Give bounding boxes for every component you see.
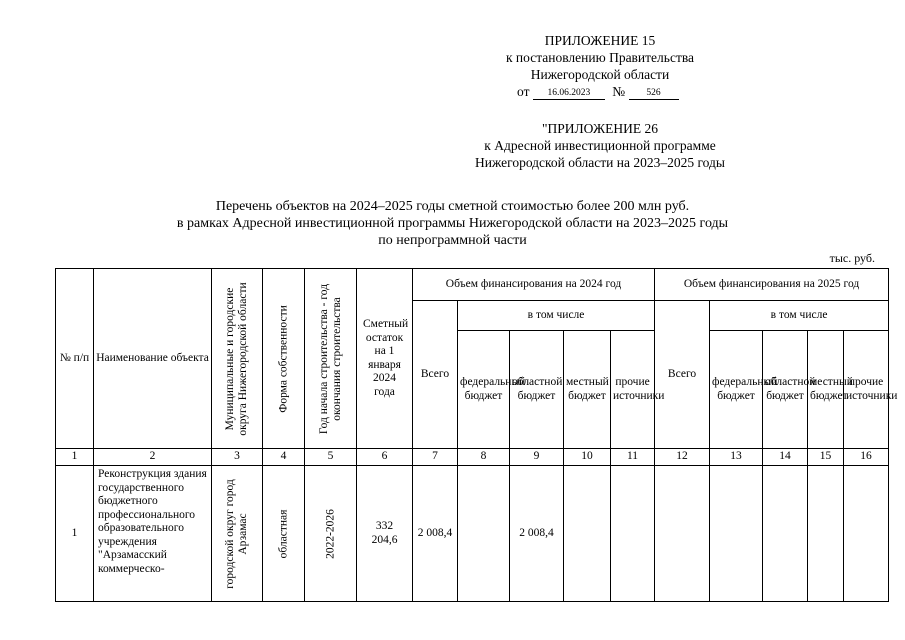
column-number: 8 <box>458 449 510 466</box>
row-name: Реконструкция здания государственного бюджетного профессионального образовательного учреждения "Арзамасский коммерческо- <box>94 466 212 602</box>
units-label: тыс. руб. <box>829 251 875 265</box>
appendix-26-title: "ПРИЛОЖЕНИЕ 26 <box>541 121 659 136</box>
header-ownership <box>263 269 305 449</box>
column-number: 13 <box>710 449 763 466</box>
column-number: 14 <box>763 449 808 466</box>
appendix-15-header <box>480 32 720 83</box>
row-years-text: 2022-2026 <box>324 508 336 559</box>
column-number: 12 <box>655 449 710 466</box>
header-regional-2025: областной бюджет <box>763 331 808 449</box>
column-number: 2 <box>94 449 212 466</box>
header-num: № п/п <box>56 269 94 449</box>
document-title <box>150 198 755 249</box>
header-years <box>305 269 357 449</box>
column-number: 6 <box>357 449 413 466</box>
column-number: 3 <box>212 449 263 466</box>
column-number: 5 <box>305 449 357 466</box>
appendix-26-header <box>455 120 745 171</box>
header-other-2025: прочие источники <box>844 331 889 449</box>
row-years <box>305 466 357 602</box>
header-ownership-text: Форма собственности <box>277 304 289 413</box>
appendix-26-line3: Нижегородской области на 2023–2025 годы <box>475 155 725 170</box>
header-fin-2024: Объем финансирования на 2024 год <box>413 269 655 301</box>
row-municipality-text: городской округ город Арзамас <box>224 478 249 589</box>
row-ownership-text: областная <box>277 509 289 558</box>
column-number: 7 <box>413 449 458 466</box>
header-other-2024: прочие источники <box>611 331 655 449</box>
header-including-2025: в том числе <box>710 301 889 331</box>
header-estimate: Сметный остаток на 1 января 2024 года <box>357 269 413 449</box>
column-numbers-row <box>56 449 889 466</box>
row-estimate: 332 204,6 <box>357 466 413 602</box>
column-number: 1 <box>56 449 94 466</box>
row-ownership <box>263 466 305 602</box>
header-total-2025: Всего <box>655 301 710 449</box>
document-title-line2: в рамках Адресной инвестиционной программы Нижегородской области на 2023–2025 годы <box>176 216 729 231</box>
column-number: 4 <box>263 449 305 466</box>
header-fin-2025: Объем финансирования на 2025 год <box>655 269 889 301</box>
row-total-2024: 2 008,4 <box>413 466 458 602</box>
appendix-15-line2: к постановлению Правительства <box>505 50 695 65</box>
row-other-2024 <box>611 466 655 602</box>
column-number: 10 <box>564 449 611 466</box>
column-number: 11 <box>611 449 655 466</box>
objects-table <box>55 268 898 602</box>
column-number: 15 <box>808 449 844 466</box>
header-municipality <box>212 269 263 449</box>
header-federal-2024: федеральный бюджет <box>458 331 510 449</box>
resolution-number: 526 <box>629 87 679 100</box>
header-total-2024: Всего <box>413 301 458 449</box>
header-local-2025: местный бюджет <box>808 331 844 449</box>
number-sign: № <box>612 84 626 99</box>
column-number: 16 <box>844 449 889 466</box>
row-federal-2025 <box>710 466 763 602</box>
column-number: 9 <box>510 449 564 466</box>
row-regional-2025 <box>763 466 808 602</box>
document-title-line1: Перечень объектов на 2024–2025 годы сметной стоимостью более 200 млн руб. <box>215 199 690 214</box>
row-regional-2024: 2 008,4 <box>510 466 564 602</box>
table-row <box>56 466 889 602</box>
resolution-date-line <box>517 84 679 100</box>
header-name: Наименование объекта <box>94 269 212 449</box>
row-local-2025 <box>808 466 844 602</box>
resolution-date: 16.06.2023 <box>533 87 605 100</box>
row-num: 1 <box>56 466 94 602</box>
appendix-26-line2: к Адресной инвестиционной программе <box>484 138 716 153</box>
row-federal-2024 <box>458 466 510 602</box>
row-total-2025 <box>655 466 710 602</box>
document-title-line3: по непрограммной части <box>378 233 527 248</box>
appendix-15-line3: Нижегородской области <box>530 67 670 82</box>
date-prefix: от <box>517 84 530 99</box>
row-local-2024 <box>564 466 611 602</box>
header-regional-2024: областной бюджет <box>510 331 564 449</box>
header-local-2024: местный бюджет <box>564 331 611 449</box>
appendix-15-title: ПРИЛОЖЕНИЕ 15 <box>544 33 656 48</box>
header-municipality-text: Муниципальные и городские округа Нижегородской области <box>224 281 249 436</box>
row-municipality <box>212 466 263 602</box>
row-other-2025 <box>844 466 889 602</box>
header-including-2024: в том числе <box>458 301 655 331</box>
header-years-text: Год начала строительства - год окончания строительства <box>317 283 343 434</box>
header-federal-2025: федеральный бюджет <box>710 331 763 449</box>
